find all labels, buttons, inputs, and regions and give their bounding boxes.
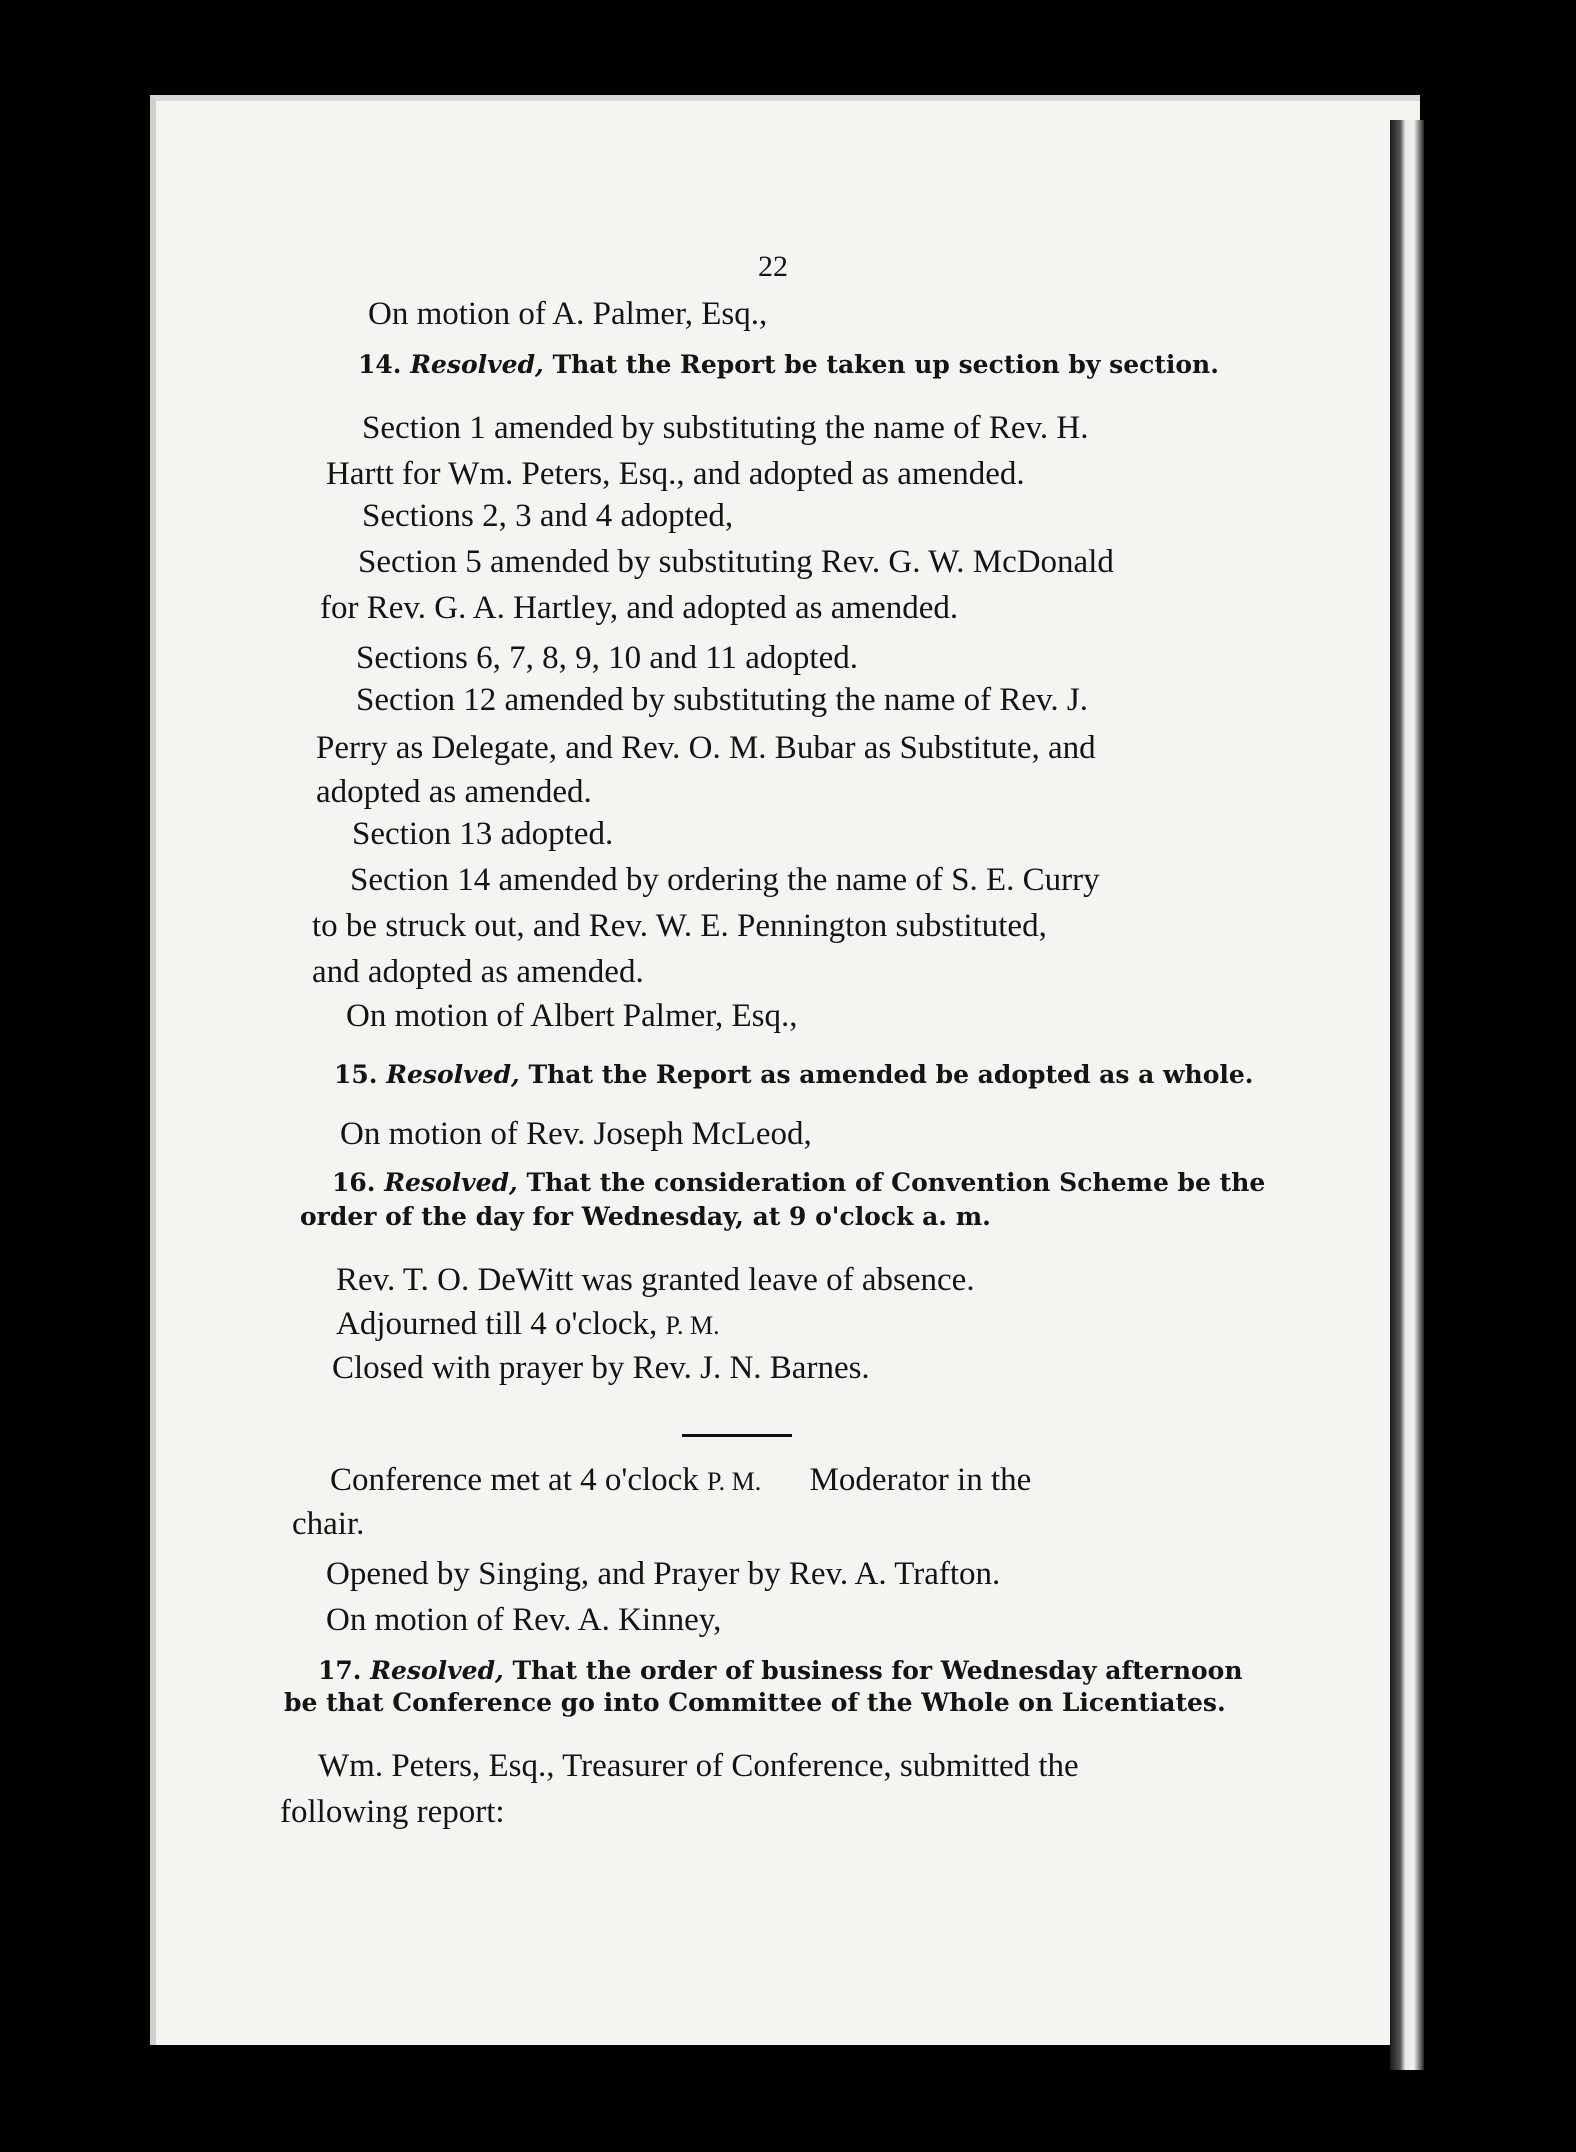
text-line: Section 1 amended by substituting the name of Rev. H.	[362, 410, 1089, 446]
resolution-text-continued: order of the day for Wednesday, at 9 o'clock a. m.	[300, 1202, 991, 1231]
resolution-text: That the consideration of Convention Scheme be the	[526, 1168, 1266, 1197]
resolution-number: 17.	[318, 1656, 362, 1685]
text-line	[330, 1464, 1031, 1497]
text-line: Section 13 adopted.	[352, 816, 614, 852]
conference-met-text: Conference met at 4 o'clock	[330, 1462, 699, 1498]
text-line: Sections 2, 3 and 4 adopted,	[362, 498, 734, 534]
text-line: Opened by Singing, and Prayer by Rev. A. Trafton.	[326, 1556, 1001, 1592]
text-line: Sections 6, 7, 8, 9, 10 and 11 adopted.	[356, 640, 858, 676]
text-line: chair.	[292, 1506, 365, 1542]
resolution-text: That the order of business for Wednesday afternoon	[512, 1656, 1243, 1685]
text-line: adopted as amended.	[316, 774, 592, 810]
resolved-word: Resolved,	[384, 1168, 518, 1197]
text-line: Section 14 amended by ordering the name of S. E. Curry	[350, 862, 1100, 898]
pm-mark: P. M.	[707, 1467, 762, 1496]
resolution-text: That the Report as amended be adopted as a whole.	[528, 1060, 1254, 1089]
resolution-number: 16.	[332, 1168, 376, 1197]
resolution-17	[318, 1658, 1243, 1683]
text-line: to be struck out, and Rev. W. E. Pennington substituted,	[312, 908, 1047, 944]
separator-rule	[682, 1434, 792, 1437]
text-line: Perry as Delegate, and Rev. O. M. Bubar as Substitute, and	[316, 730, 1096, 766]
text-line: On motion of A. Palmer, Esq.,	[368, 296, 768, 332]
pm-mark: P. M.	[665, 1311, 720, 1340]
text-line: for Rev. G. A. Hartley, and adopted as amended.	[320, 590, 959, 626]
text-line: Section 12 amended by substituting the name of Rev. J.	[356, 682, 1088, 718]
text-line	[336, 1308, 720, 1341]
resolution-14	[358, 352, 1219, 377]
text-line: Section 5 amended by substituting Rev. G. W. McDonald	[358, 544, 1114, 580]
dark-edge	[1424, 115, 1576, 2105]
resolved-word: Resolved,	[410, 350, 544, 379]
text-line: Closed with prayer by Rev. J. N. Barnes.	[332, 1350, 870, 1386]
text-line: On motion of Albert Palmer, Esq.,	[346, 998, 798, 1034]
text-line: Wm. Peters, Esq., Treasurer of Conference, submitted the	[318, 1748, 1079, 1784]
text-line: Rev. T. O. DeWitt was granted leave of absence.	[336, 1262, 975, 1298]
resolution-text-continued: be that Conference go into Committee of the Whole on Licentiates.	[284, 1688, 1226, 1717]
resolution-15	[334, 1062, 1254, 1087]
moderator-text: Moderator in the	[809, 1462, 1032, 1498]
resolved-word: Resolved,	[370, 1656, 504, 1685]
adjourned-text: Adjourned till 4 o'clock,	[336, 1306, 658, 1342]
text-line: Hartt for Wm. Peters, Esq., and adopted as amended.	[326, 456, 1025, 492]
resolved-word: Resolved,	[386, 1060, 520, 1089]
text-line: On motion of Rev. A. Kinney,	[326, 1602, 722, 1638]
resolution-number: 14.	[358, 350, 402, 379]
page-number: 22	[758, 250, 788, 283]
resolution-text: That the Report be taken up section by section.	[552, 350, 1219, 379]
text-line: and adopted as amended.	[312, 954, 644, 990]
resolution-16	[332, 1170, 1265, 1195]
book-spine	[1390, 120, 1424, 2070]
resolution-number: 15.	[334, 1060, 378, 1089]
text-line: On motion of Rev. Joseph McLeod,	[340, 1116, 812, 1152]
text-line: following report:	[280, 1794, 505, 1830]
